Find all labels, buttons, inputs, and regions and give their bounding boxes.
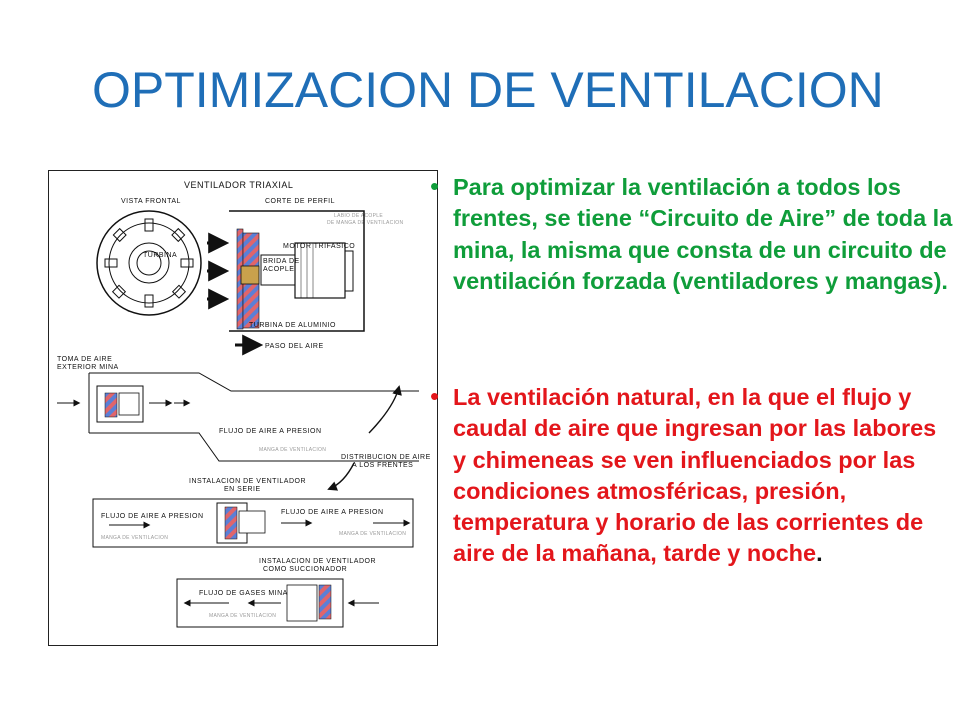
front-view-fan [97, 211, 201, 315]
label-flujo-presion-2: FLUJO DE AIRE A PRESION [101, 513, 204, 520]
bullet-2: • [430, 381, 440, 411]
slide-title: OPTIMIZACION DE VENTILACION [92, 62, 884, 118]
label-labio-acople-2: DE MANGA DE VENTILACION [327, 220, 404, 226]
label-toma-aire-1: TOMA DE AIRE [57, 356, 113, 363]
label-turbina-aluminio: TURBINA DE ALUMINIO [249, 322, 336, 329]
diagram-title: VENTILADOR TRIAXIAL [184, 180, 294, 190]
curved-arrow-down [329, 463, 354, 489]
intake-duct [89, 373, 419, 461]
label-instalacion-succion-1: INSTALACION DE VENTILADOR [259, 558, 377, 565]
ventilation-diagram [48, 170, 438, 646]
bullet-1: • [430, 171, 440, 201]
label-brida-1: BRIDA DE [263, 258, 300, 265]
curved-arrow-up [369, 387, 399, 433]
label-flujo-presion-1: FLUJO DE AIRE A PRESION [219, 428, 322, 435]
label-labio-acople-1: LABIO DE ACOPLE [334, 213, 383, 219]
label-turbina: TURBINA [143, 252, 178, 259]
label-paso-aire: PASO DEL AIRE [265, 343, 324, 350]
profile-housing [229, 211, 364, 331]
label-vista-frontal: VISTA FRONTAL [121, 198, 181, 205]
label-manga-1: MANGA DE VENTILACION [259, 447, 327, 453]
label-instalacion-serie-1: INSTALACION DE VENTILADOR [189, 478, 307, 485]
diagram-svg [49, 171, 437, 645]
label-flujo-presion-3: FLUJO DE AIRE A PRESION [281, 509, 384, 516]
label-toma-aire-2: EXTERIOR MINA [57, 364, 119, 371]
label-manga-3: MANGA DE VENTILACION [339, 531, 407, 537]
paragraph-natural-ventilation [453, 382, 953, 570]
label-motor-trifasico: MOTOR TRIFASICO [283, 243, 356, 250]
label-corte-perfil: CORTE DE PERFIL [265, 198, 335, 205]
paragraph-natural-ventilation-text: La ventilación natural, en la que el flujo y caudal de aire que ingresan por las labores y chimeneas se ven influenciados por las condiciones atmosféricas, presión, temperatura y horario de las corrientes de aire de la mañana, tarde y noche [453, 384, 937, 567]
paragraph-end-dot: . [816, 540, 823, 567]
label-flujo-gases: FLUJO DE GASES MINA [199, 590, 288, 597]
label-instalacion-succion-2: COMO SUCCIONADOR [263, 566, 348, 573]
label-brida-2: ACOPLE [263, 266, 295, 273]
label-manga-4: MANGA DE VENTILACION [209, 613, 277, 619]
paragraph-forced-ventilation: Para optimizar la ventilación a todos los frentes, se tiene “Circuito de Aire” de toda la mina, la misma que consta de un circuito de ventilación forzada (ventiladores y mangas). [453, 174, 953, 294]
label-instalacion-serie-2: EN SERIE [224, 486, 261, 493]
label-distribucion-2: A LOS FRENTES [352, 462, 414, 469]
label-manga-2: MANGA DE VENTILACION [101, 535, 169, 541]
label-distribucion-1: DISTRIBUCION DE AIRE [341, 454, 431, 461]
